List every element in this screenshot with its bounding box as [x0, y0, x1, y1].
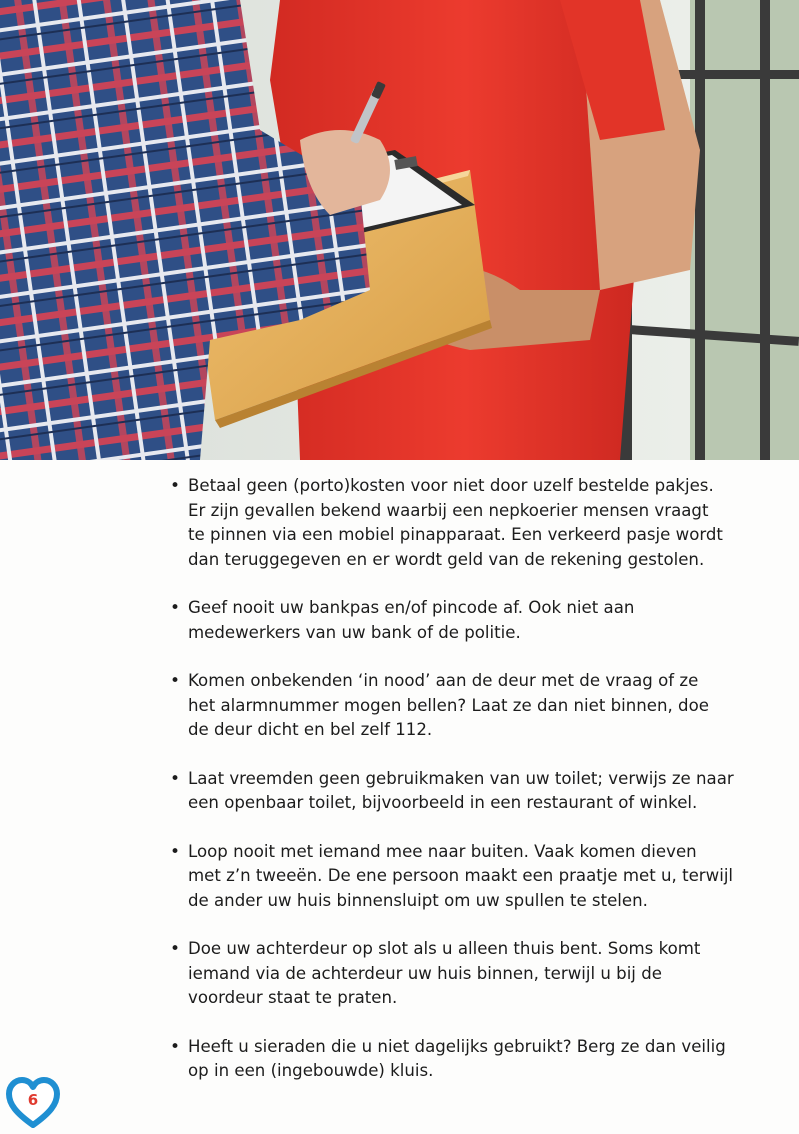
- tip-item: [170, 937, 780, 1011]
- tip-line: te pinnen via een mobiel pinapparaat. Een verkeerd pasje wordt: [188, 525, 723, 544]
- tip-item: [170, 1035, 780, 1084]
- tip-item: [170, 669, 780, 743]
- tip-line: met z’n tweeën. De ene persoon maakt een praatje met u, terwijl: [188, 866, 734, 885]
- tip-item: [170, 474, 780, 572]
- tip-item: [170, 840, 780, 914]
- tip-line: het alarmnummer mogen bellen? Laat ze dan niet binnen, doe: [188, 695, 709, 715]
- safety-tips-list: [170, 474, 780, 1108]
- tip-item: [170, 767, 780, 816]
- tip-line: voordeur staat te praten.: [188, 988, 398, 1007]
- tip-line: op in een (ingebouwde) kluis.: [188, 1061, 434, 1080]
- tip-item: [170, 596, 780, 645]
- tip-line: de deur dicht en bel zelf 112.: [188, 720, 433, 739]
- tip-line: Er zijn gevallen bekend waarbij een nepkoerier mensen vraagt: [188, 500, 709, 520]
- tip-line: • Loop nooit met iemand mee naar buiten. Vaak komen dieven: [188, 841, 697, 861]
- tip-line: • Laat vreemden geen gebruikmaken van uw toilet; verwijs ze naar: [188, 768, 734, 788]
- page-number: 6: [27, 1091, 39, 1109]
- tip-line: • Geef nooit uw bankpas en/of pincode af. Ook niet aan: [188, 598, 635, 617]
- tip-line: medewerkers van uw bank of de politie.: [188, 622, 521, 642]
- page-number-badge: [6, 1077, 60, 1129]
- delivery-illustration: [0, 0, 799, 460]
- tip-line: • Doe uw achterdeur op slot als u alleen thuis bent. Soms komt: [188, 939, 701, 958]
- tip-line: een openbaar toilet, bijvoorbeeld in een restaurant of winkel.: [188, 793, 698, 812]
- tip-line: iemand via de achterdeur uw huis binnen, terwijl u bij de: [188, 963, 662, 983]
- tip-line: dan teruggegeven en er wordt geld van de rekening gestolen.: [188, 549, 705, 569]
- tip-line: • Heeft u sieraden die u niet dagelijks gebruikt? Berg ze dan veilig: [188, 1036, 726, 1056]
- tip-line: • Komen onbekenden ‘in nood’ aan de deur met de vraag of ze: [188, 671, 699, 690]
- tip-line: • Betaal geen (porto)kosten voor niet door uzelf bestelde pakjes.: [188, 476, 714, 495]
- tip-line: de ander uw huis binnensluipt om uw spullen te stelen.: [188, 890, 648, 910]
- delivery-photo: [0, 0, 799, 460]
